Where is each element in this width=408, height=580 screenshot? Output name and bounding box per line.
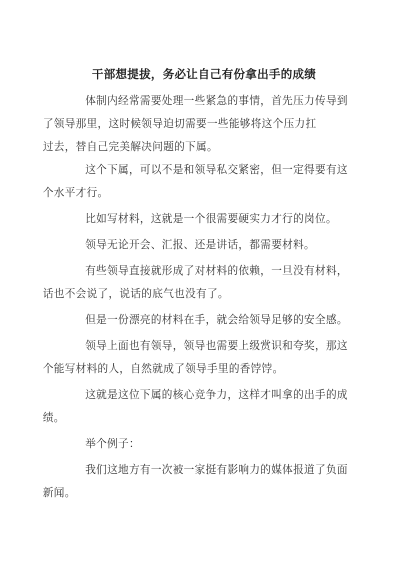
paragraph-line: 个能写材料的人，自然就成了领导手里的香饽饽。	[42, 363, 284, 375]
document-title: 干部想提拔，务必让自己有份拿出手的成绩	[91, 67, 317, 81]
paragraph-2	[42, 159, 348, 205]
paragraph-line: 过去，替自己完美解决问题的下属。	[42, 141, 218, 153]
paragraph-line: 这就是这位下属的核心竞争力，这样才叫拿的出手的成	[85, 389, 348, 401]
paragraph-line: 话也不会说了，说话的底气也没有了。	[42, 288, 229, 300]
paragraph-line: 举个例子：	[85, 438, 140, 450]
paragraph-7	[42, 335, 348, 381]
paragraph-line: 绩。	[42, 412, 65, 424]
paragraph-6	[64, 309, 348, 332]
paragraph-line: 比如写材料，这就是一个很需要硬实力才行的岗位。	[85, 213, 337, 225]
paragraph-line: 了领导那里，这时候领导迫切需要一些能够将这个压力扛	[42, 118, 317, 130]
paragraph-line: 领导上面也有领导，领导也需要上级赏识和夸奖，那这	[85, 340, 348, 352]
paragraph-line: 但是一份漂亮的材料在手，就会给领导足够的安全感。	[85, 314, 348, 326]
paragraph-8	[42, 384, 348, 430]
paragraph-line: 新闻。	[42, 487, 76, 499]
paragraph-3	[64, 208, 348, 231]
paragraph-line: 有些领导直接就形成了对材料的依赖，一旦没有材料，	[85, 265, 348, 277]
paragraph-line: 我们这地方有一次被一家挺有影响力的媒体报道了负面	[85, 464, 348, 476]
paragraph-line: 领导无论开会、汇报、还是讲话，都需要材料。	[85, 239, 316, 251]
paragraph-9	[64, 433, 348, 456]
paragraph-4	[64, 234, 348, 257]
paragraph-line: 体制内经常需要处理一些紧急的事情，首先压力传导到	[85, 95, 348, 107]
paragraph-1	[42, 90, 348, 159]
paragraph-line: 个水平才行。	[42, 187, 109, 199]
paragraph-line: 这个下属，可以不是和领导私交紧密，但一定得要有这	[85, 164, 348, 176]
paragraph-5	[42, 260, 348, 306]
paragraph-10	[42, 459, 348, 505]
